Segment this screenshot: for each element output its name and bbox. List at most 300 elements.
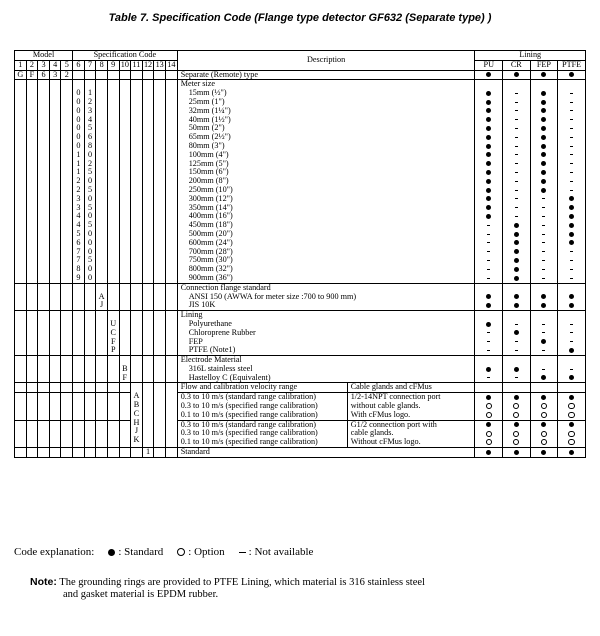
lining-mark: [503, 212, 530, 221]
lining-mark: [475, 239, 502, 248]
lining-mark: [503, 116, 530, 125]
lining-mark: [503, 239, 530, 248]
empty-code-cell: [49, 311, 61, 356]
model-header: Model: [15, 51, 73, 61]
lining-mark: [558, 338, 585, 347]
meter-code: 5: [76, 228, 81, 238]
flow-code: A: [133, 391, 140, 401]
lining-mark: [531, 329, 558, 338]
lining-column-header: CR: [503, 60, 531, 70]
meter-code: 5: [87, 220, 93, 230]
lining-mark: [558, 421, 585, 430]
empty-code-cell: [26, 283, 38, 310]
legend-option-text: : Option: [188, 546, 225, 558]
standard-dot-icon: [541, 422, 546, 427]
lining-mark: [475, 374, 502, 383]
not-available-dash-icon: [515, 190, 518, 191]
column-number: 11: [132, 60, 141, 69]
model-code: 2: [61, 70, 73, 80]
blank-line: [475, 311, 502, 320]
lining-mark: [531, 320, 558, 329]
empty-code-cell: [107, 393, 119, 420]
lining-cell: [558, 448, 586, 458]
flow-velocity-list: [181, 393, 348, 419]
lining-mark: [475, 320, 502, 329]
lining-column-header: FEP: [530, 60, 558, 70]
flow-header-row: [15, 383, 586, 393]
standard-dot-icon: [569, 240, 574, 245]
empty-code-cell: [15, 311, 27, 356]
lining-mark: [531, 186, 558, 195]
standard-dot-icon: [569, 395, 574, 400]
lining-mark: [475, 421, 502, 430]
electrode-item: Hastelloy C (Equivalent): [188, 372, 271, 382]
cable-gland-line: Without cFMus logo.: [350, 437, 421, 447]
lining-mark: [475, 265, 502, 274]
option-circle-icon: [541, 431, 547, 437]
flow-heading-right: Cable glands and cFMus: [350, 382, 432, 392]
empty-code-cell: [61, 448, 73, 458]
lining-mark: [475, 346, 502, 355]
empty-code-cell: [26, 383, 38, 393]
not-available-dash-icon: [487, 332, 490, 333]
lining-mark: [475, 411, 502, 420]
standard-dot-icon: [486, 294, 491, 299]
standard-dot-icon: [514, 232, 519, 237]
lining-mark: [503, 338, 530, 347]
lining-mark: [558, 248, 585, 257]
meter-size-item: 15mm (½"): [188, 88, 227, 98]
lining-mark: [503, 195, 530, 204]
electrode-heading: Electrode Material: [180, 355, 242, 365]
lining-mark: [558, 160, 585, 169]
lining-mark: [531, 421, 558, 430]
lining-mark: [475, 212, 502, 221]
standard-dot-icon: [541, 395, 546, 400]
blank-line: [558, 356, 585, 365]
model-row: [15, 70, 586, 80]
code-cell: [84, 356, 96, 383]
standard-dot-icon: [514, 258, 519, 263]
standard-dot-icon: [486, 179, 491, 184]
column-number: 12: [143, 60, 153, 69]
not-available-dash-icon: [487, 234, 490, 235]
electrode-code: F: [122, 372, 128, 382]
option-circle-icon: [568, 431, 574, 437]
empty-code-cell: [119, 383, 131, 393]
not-available-dash-icon: [570, 341, 573, 342]
lining-cell: [530, 70, 558, 80]
lining-mark: [475, 195, 502, 204]
meter-size-item: 25mm (1"): [188, 96, 225, 106]
standard-dot-icon: [486, 144, 491, 149]
lining-mark: [531, 124, 558, 133]
standard-dot-icon: [541, 161, 546, 166]
standard-dot-icon: [486, 170, 491, 175]
lining-cell: [475, 80, 503, 283]
standard-dot-icon: [541, 179, 546, 184]
lining-mark: [531, 248, 558, 257]
standard-dot-icon: [486, 152, 491, 157]
not-available-dash-icon: [515, 172, 518, 173]
not-available-dash-icon: [515, 216, 518, 217]
lining-mark: [475, 301, 502, 310]
code-cell: [73, 80, 85, 283]
empty-code-cell: [61, 283, 73, 310]
not-available-dash-icon: [570, 137, 573, 138]
empty-code-cell: [38, 383, 50, 393]
not-available-dash-icon: [542, 324, 545, 325]
empty-code-cell: [142, 383, 154, 448]
meter-size-item: 800mm (32"): [188, 264, 233, 274]
meter-code: 0: [87, 246, 93, 256]
empty-code-cell: [119, 70, 131, 80]
code-cell: [107, 283, 119, 310]
blank-line: [531, 311, 558, 320]
meter-size-item: 300mm (12"): [188, 193, 233, 203]
lining-mark: [475, 274, 502, 283]
empty-code-cell: [26, 80, 38, 283]
meter-size-item: 600mm (24"): [188, 237, 233, 247]
standard-dot-icon: [541, 170, 546, 175]
lining-header: Lining: [475, 51, 586, 61]
lining-cell: [530, 420, 558, 447]
lining-mark: [558, 133, 585, 142]
lining-mark: [475, 338, 502, 347]
meter-size-item: 40mm (1½"): [188, 114, 231, 124]
cable-gland-line: without cable glands.: [350, 401, 421, 411]
flow-split: [181, 421, 475, 447]
flange-group: [15, 283, 586, 310]
lining-mark: [503, 133, 530, 142]
meter-code: 0: [76, 132, 81, 142]
standard-code: 1: [142, 448, 154, 458]
option-circle-icon: [568, 403, 574, 409]
lining-mark: [475, 293, 502, 302]
meter-code: 0: [76, 105, 81, 115]
empty-code-cell: [38, 448, 50, 458]
lining-mark: [558, 195, 585, 204]
lining-mark: [475, 186, 502, 195]
lining-mark: [558, 98, 585, 107]
empty-code-cell: [84, 448, 96, 458]
lining-cell: [475, 393, 503, 420]
meter-size-item: 100mm (4"): [188, 149, 229, 159]
lining-mark: [503, 402, 530, 411]
lining-mark: [503, 160, 530, 169]
header-row: [15, 51, 586, 61]
empty-code-cell: [26, 311, 38, 356]
lining-mark: [558, 89, 585, 98]
meter-code: 4: [76, 220, 81, 230]
standard-dot-icon: [541, 152, 546, 157]
standard-dot-icon: [486, 395, 491, 400]
meter-code: 2: [76, 176, 81, 186]
lining-mark: [558, 168, 585, 177]
option-circle-icon: [486, 403, 492, 409]
lining-mark: [475, 248, 502, 257]
meter-code: 7: [76, 246, 81, 256]
empty-code-cell: [38, 80, 50, 283]
meter-size-item: 700mm (28"): [188, 246, 233, 256]
lining-item: PTFE (Note1): [188, 345, 236, 355]
lining-heading: Lining: [180, 310, 203, 320]
not-available-dash-icon: [542, 198, 545, 199]
lining-mark: [475, 107, 502, 116]
lining-cell: [558, 311, 586, 356]
lining-mark: [558, 438, 585, 447]
flange-item: ANSI 150 (AWWA for meter size :700 to 900 mm): [188, 291, 357, 301]
empty-code-cell: [49, 393, 61, 420]
meter-code: 3: [87, 105, 93, 115]
cable-gland-line: G1/2 connection port with: [350, 420, 437, 429]
lining-mark: [503, 274, 530, 283]
blank-line: [531, 356, 558, 365]
not-available-dash-icon: [487, 225, 490, 226]
meter-size-item: 350mm (14"): [188, 202, 233, 212]
lining-mark: [531, 338, 558, 347]
lining-item: Chloroprene Rubber: [188, 327, 256, 337]
legend-label: Code explanation:: [14, 546, 95, 558]
lining-cell: [503, 420, 531, 447]
code-cell: [142, 311, 154, 356]
lining-mark: [503, 374, 530, 383]
lining-mark: [503, 393, 530, 402]
lining-mark: [531, 89, 558, 98]
cable-gland-line: With cFMus logo.: [350, 409, 411, 419]
code-cell: [165, 311, 177, 356]
lining-mark: [531, 195, 558, 204]
code-cell: [165, 80, 177, 283]
empty-code-cell: [26, 393, 38, 420]
not-available-dash-icon: [570, 190, 573, 191]
lining-mark: [558, 274, 585, 283]
meter-code: 3: [76, 193, 81, 203]
lining-mark: [503, 230, 530, 239]
legend-standard: [108, 546, 163, 558]
lining-mark: [558, 239, 585, 248]
meter-code: 0: [87, 211, 93, 221]
code-cell: [96, 311, 108, 356]
lining-mark: [531, 346, 558, 355]
empty-code-cell: [49, 80, 61, 283]
lining-code: C: [110, 327, 116, 337]
empty-code-cell: [96, 70, 108, 80]
standard-dot-icon: [569, 294, 574, 299]
standard-dot-icon: [486, 135, 491, 140]
flow-velocity-item: 0.1 to 10 m/s (specified range calibration): [180, 437, 318, 447]
flow-velocity-item: 0.3 to 10 m/s (standard range calibration): [180, 420, 316, 429]
lining-mark: [558, 346, 585, 355]
spec-code-header: Specification Code: [73, 51, 178, 61]
meter-code: 6: [76, 237, 81, 247]
lining-mark: [503, 256, 530, 265]
meter-code: 4: [87, 114, 93, 124]
lining-mark: [531, 151, 558, 160]
standard-dot-icon: [541, 117, 546, 122]
code-cell: [131, 80, 143, 283]
lining-mark: [503, 89, 530, 98]
flow-group2-row: [15, 420, 586, 447]
flow-velocity-item: 0.3 to 10 m/s (standard range calibration): [180, 392, 316, 402]
blank-line: [475, 80, 502, 89]
standard-dot-icon: [486, 126, 491, 131]
empty-code-cell: [107, 70, 119, 80]
meter-code: 0: [87, 149, 93, 159]
not-available-dash-icon: [515, 350, 518, 351]
lining-cell: [475, 356, 503, 383]
meter-size-item: 500mm (20"): [188, 228, 233, 238]
flow-code-cell: [131, 383, 143, 448]
code-cell: [84, 80, 96, 283]
code-cell: [96, 283, 108, 310]
meter-code: 5: [87, 167, 93, 177]
electrode-group: [15, 356, 586, 383]
lining-code: U: [110, 318, 117, 328]
code-cell: [142, 283, 154, 310]
lining-cell: [558, 283, 586, 310]
lining-mark: [475, 329, 502, 338]
empty-code-cell: [73, 420, 85, 447]
not-available-dash-icon: [515, 137, 518, 138]
empty-code-cell: [107, 448, 119, 458]
meter-size-item: 80mm (3"): [188, 140, 225, 150]
empty-code-cell: [154, 70, 166, 80]
empty-code-cell: [73, 448, 85, 458]
standard-dot-icon: [486, 188, 491, 193]
column-number: 13: [155, 60, 164, 69]
empty-code-cell: [96, 448, 108, 458]
note-line-2: and gasket material is EPDM rubber.: [63, 589, 219, 600]
lining-cell: [558, 383, 586, 393]
standard-dot-icon: [486, 422, 491, 427]
flange-item: JIS 10K: [188, 300, 216, 310]
empty-code-cell: [61, 356, 73, 383]
column-number: 5: [61, 60, 73, 70]
not-available-dash-icon: [515, 154, 518, 155]
lining-mark: [531, 116, 558, 125]
lining-mark: [503, 177, 530, 186]
code-legend: [14, 546, 313, 558]
not-available-dash-icon: [487, 251, 490, 252]
blank-line: [503, 284, 530, 293]
meter-size-item: 50mm (2"): [188, 123, 225, 133]
not-available-dash-icon: [542, 234, 545, 235]
not-available-dash-icon: [570, 172, 573, 173]
not-available-dash-icon: [487, 341, 490, 342]
standard-dot-icon: [541, 108, 546, 113]
cable-gland-note: [348, 421, 475, 447]
blank-line: [558, 80, 585, 89]
meter-code: 5: [87, 184, 93, 194]
code-cell: [73, 283, 85, 310]
option-circle-icon: [486, 431, 492, 437]
empty-code-cell: [73, 383, 85, 393]
meter-code: 0: [87, 237, 93, 247]
not-available-dash-icon: [542, 216, 545, 217]
lining-mark: [531, 230, 558, 239]
standard-dot-icon: [541, 450, 546, 455]
lining-item: FEP: [188, 336, 203, 346]
standard-dot-icon: [486, 108, 491, 113]
cable-gland-note: [348, 393, 475, 419]
lining-item: Polyurethane: [188, 318, 232, 328]
meter-size-item: 32mm (1¼"): [188, 105, 231, 115]
empty-code-cell: [15, 356, 27, 383]
lining-mark: [558, 116, 585, 125]
not-available-dash-icon: [515, 93, 518, 94]
not-available-dash-icon: [487, 278, 490, 279]
flow-group1-description: [177, 393, 475, 420]
code-cell: [119, 311, 131, 356]
code-cell: [131, 356, 143, 383]
standard-dot-icon: [514, 330, 519, 335]
not-available-dash-icon: [515, 119, 518, 120]
lining-mark: [531, 177, 558, 186]
column-number: 9: [107, 60, 119, 70]
lining-cell: [503, 393, 531, 420]
empty-code-cell: [96, 420, 108, 447]
lining-mark: [531, 301, 558, 310]
empty-code-cell: [73, 70, 85, 80]
note-text-1: The grounding rings are provided to PTFE Lining, which material is 316 stainless steel: [59, 577, 425, 588]
lining-cell: [530, 80, 558, 283]
blank-line: [475, 356, 502, 365]
empty-code-cell: [15, 383, 27, 393]
not-available-dash-icon: [542, 332, 545, 333]
standard-dot-icon: [541, 72, 546, 77]
flow-code: H: [133, 417, 140, 427]
not-available-dash-icon: [570, 332, 573, 333]
electrode-description: [177, 356, 475, 383]
standard-dot-icon: [569, 375, 574, 380]
legend-option: [177, 546, 224, 558]
lining-mark: [475, 393, 502, 402]
lining-cell: [530, 448, 558, 458]
empty-code-cell: [15, 283, 27, 310]
lining-mark: [558, 374, 585, 383]
lining-cell: [503, 283, 531, 310]
blank-line: [475, 284, 502, 293]
flow-velocity-item: 0.3 to 10 m/s (specified range calibration): [180, 401, 318, 411]
meter-size-item: 250mm (10"): [188, 184, 233, 194]
lining-mark: [503, 124, 530, 133]
meter-code: 5: [87, 202, 93, 212]
empty-code-cell: [84, 393, 96, 420]
lining-mark: [558, 393, 585, 402]
meter-size-item: 750mm (30"): [188, 255, 233, 265]
meter-size-description: [177, 80, 475, 283]
not-available-dash-icon: [570, 369, 573, 370]
empty-code-cell: [38, 420, 50, 447]
lining-mark: [558, 365, 585, 374]
standard-dot-icon: [541, 91, 546, 96]
lining-mark: [531, 142, 558, 151]
empty-code-cell: [165, 70, 177, 80]
flow-header: [177, 383, 475, 393]
standard-dot-icon: [514, 267, 519, 272]
not-available-dash-icon: [515, 377, 518, 378]
empty-code-cell: [15, 80, 27, 283]
lining-mark: [475, 256, 502, 265]
lining-mark: [503, 107, 530, 116]
standard-dot-icon: [486, 205, 491, 210]
not-available-dash-icon: [570, 163, 573, 164]
lining-mark: [558, 212, 585, 221]
lining-cell: [475, 311, 503, 356]
lining-code: F: [110, 336, 116, 346]
lining-cell: [503, 311, 531, 356]
